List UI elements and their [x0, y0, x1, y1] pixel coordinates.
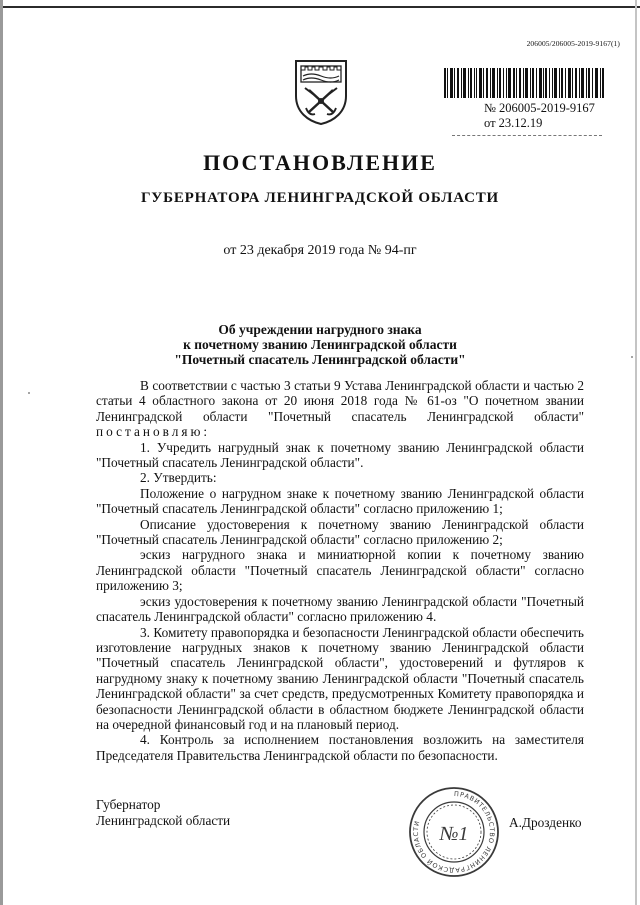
clause-2: 2. Утвердить:: [140, 470, 217, 486]
document-reference: 206005/206005-2019-9167(1): [526, 39, 620, 48]
scan-left-edge: [0, 0, 3, 905]
coat-of-arms-icon: [293, 58, 349, 126]
signer-position-line: Губернатор: [96, 797, 161, 812]
scan-top-edge: [0, 6, 640, 8]
clause-2-item-3: эскиз нагрудного знака и миниатюрной копии к почетному званию Ленинградской области "Почетный спасатель Ленинградской области" согласно приложению 3;: [96, 547, 584, 594]
preamble-text: В соответствии с частью 3 статьи 9 Устава Ленинградской области и частью 2 статьи 4 областного закона от 20 июня 2018 года № 61-оз "О почетном звании Ленинградской области "Почетный спасатель Ленинградской области": [96, 378, 584, 424]
document-body: [96, 378, 584, 763]
heading-line: к почетному званию Ленинградской области: [183, 337, 457, 352]
seal-number: №1: [439, 823, 469, 845]
divider: [452, 135, 602, 136]
barcode-icon: [444, 68, 604, 98]
clause-4: 4. Контроль за исполнением постановления возложить на заместителя Председателя Правительства Ленинградской области по безопасности.: [96, 732, 584, 763]
seal-ring-text: ПРАВИТЕЛЬСТВО ЛЕНИНГРАДСКОЙ ОБЛАСТИ: [411, 789, 497, 875]
clause-2-item-2: Описание удостоверения к почетному званию Ленинградской области "Почетный спасатель Ленинградской области" согласно приложению 2;: [96, 516, 584, 548]
clause-3: 3. Комитету правопорядка и безопасности Ленинградской области обеспечить изготовление нагрудных знаков к почетному званию Ленинградской области "Почетный спасатель Ленинградской области", удостоверений и футляров к нагрудному знаку к почетному званию Ленинградской области "Почетный спасатель Ленинградской области" за счет средств, предусмотренных Комитету правопорядка и безопасности Ленинградской области в областном бюджете Ленинградской области на очередной финансовый год и на плановый период.: [96, 624, 584, 732]
scan-right-edge: [635, 0, 637, 905]
clause-2-item-1: Положение о нагрудном знаке к почетному званию Ленинградской области "Почетный спасатель Ленинградской области" согласно приложению 1;: [96, 485, 584, 517]
scan-speck: [28, 392, 30, 394]
registration-date: от 23.12.19: [484, 116, 543, 130]
preamble-paragraph: [96, 378, 584, 440]
scan-speck: [631, 356, 633, 358]
heading-line: "Почетный спасатель Ленинградской области": [174, 352, 466, 367]
document-title: ПОСТАНОВЛЕНИЕ: [203, 150, 437, 175]
decree-word: постановляю:: [96, 424, 211, 440]
clause-1: 1. Учредить нагрудный знак к почетному званию Ленинградской области "Почетный спасатель Ленинградской области".: [96, 439, 584, 471]
signer-position-line: Ленинградской области: [96, 813, 231, 828]
heading-line: Об учреждении нагрудного знака: [218, 322, 422, 337]
document-heading: [150, 322, 490, 367]
clause-2-item-4: эскиз удостоверения к почетному званию Ленинградской области "Почетный спасатель Ленинградской области" согласно приложению 4.: [96, 593, 584, 625]
document-subtitle: ГУБЕРНАТОРА ЛЕНИНГРАДСКОЙ ОБЛАСТИ: [140, 190, 500, 206]
signer-position: [96, 797, 230, 829]
signer-name: А.Дрозденко: [509, 815, 582, 830]
document-date-number: от 23 декабря 2019 года № 94-пг: [223, 243, 417, 258]
official-seal-stamp: [408, 786, 500, 878]
registration-number: № 206005-2019-9167: [484, 101, 595, 115]
